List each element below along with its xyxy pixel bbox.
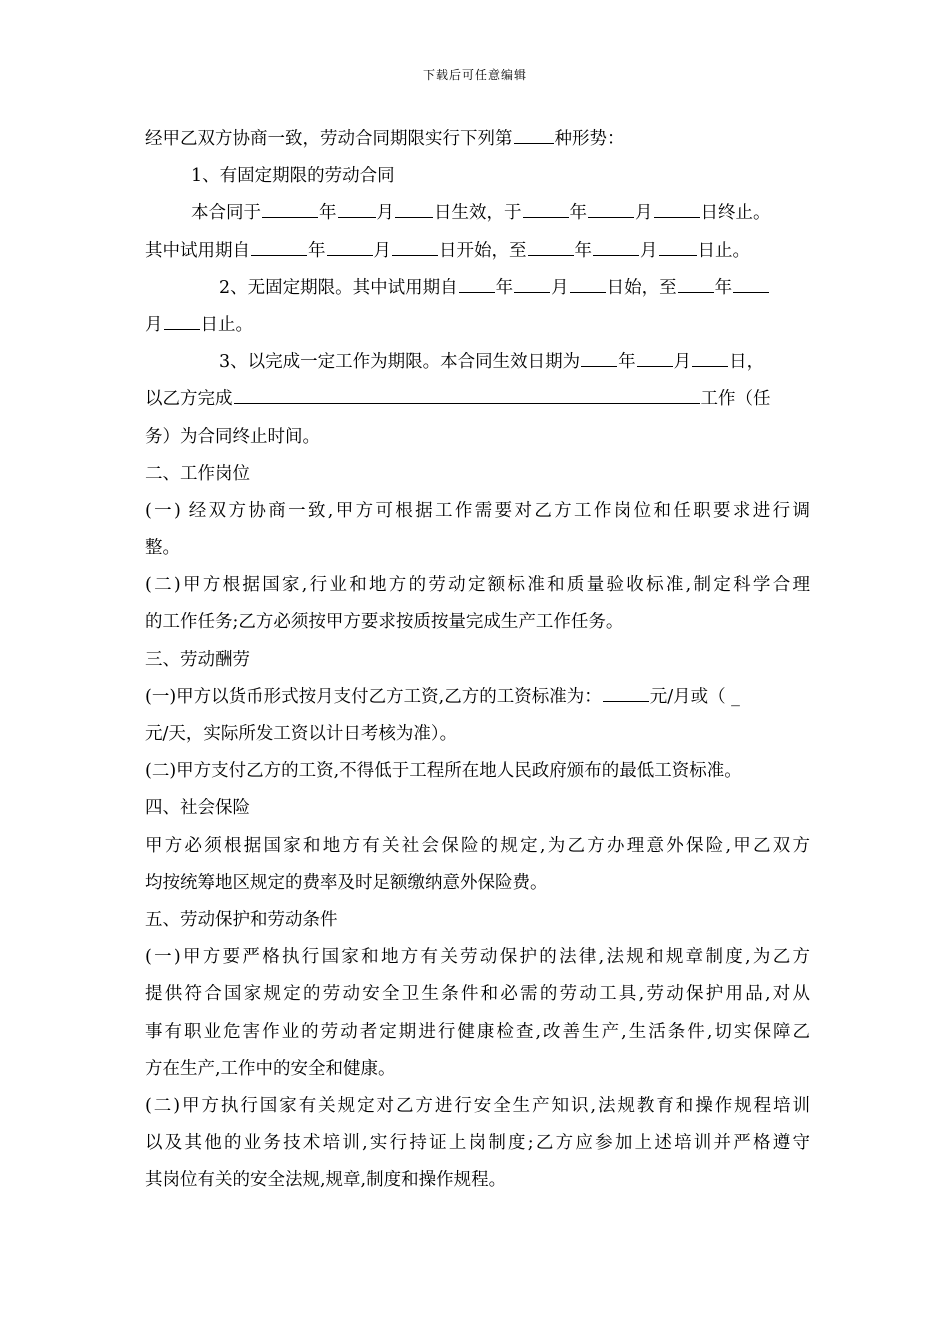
probation-dates: 其中试用期自 年 月 日开始，至 年 月 日止。 — [145, 233, 810, 270]
section-heading: 五、劳动保护和劳动条件 — [145, 909, 338, 930]
blank-field[interactable] — [338, 195, 376, 218]
blank-field[interactable] — [234, 381, 700, 404]
term-option-2-end: 月 日止。 — [145, 307, 810, 344]
paragraph-line: 均按统筹地区规定的费率及时足额缴纳意外保险费。 — [145, 872, 548, 893]
blank-field[interactable] — [570, 270, 606, 293]
blank-field[interactable] — [603, 679, 649, 702]
paragraph-line: 元/天，实际所发工资以计日考核为准）。 — [145, 724, 458, 744]
blank-field[interactable] — [514, 121, 554, 144]
blank-field[interactable] — [262, 195, 318, 218]
blank-field[interactable] — [678, 270, 714, 293]
blank-field[interactable] — [692, 344, 728, 367]
blank-field[interactable] — [528, 233, 574, 256]
section-heading: 四、社会保险 — [145, 798, 250, 819]
blank-field[interactable] — [164, 307, 200, 330]
blank-field[interactable] — [733, 270, 769, 293]
blank-field[interactable] — [514, 270, 550, 293]
contract-term-intro: 经甲乙双方协商一致，劳动合同期限实行下列第 种形势： — [145, 121, 810, 158]
term-option-1: 1、有固定期限的劳动合同 — [191, 166, 395, 187]
blank-field[interactable] — [581, 344, 617, 367]
section-heading: 三、劳动酬劳 — [145, 649, 250, 670]
blank-field[interactable] — [327, 233, 373, 256]
blank-field[interactable] — [654, 195, 700, 218]
blank-field[interactable] — [523, 195, 569, 218]
paragraph-line: 事有职业危害作业的劳动者定期进行健康检查,改善生产,生活条件,切实保障乙 — [145, 1021, 810, 1042]
paragraph-line: 的工作任务;乙方必须按甲方要求按质按量完成生产工作任务。 — [145, 612, 624, 633]
blank-field[interactable] — [251, 233, 307, 256]
page-header: 下载后可任意编辑 — [422, 68, 527, 82]
paragraph-line: (一)甲方要严格执行国家和地方有关劳动保护的法律,法规和规章制度,为乙方 — [145, 947, 810, 968]
blank-field[interactable] — [392, 233, 438, 256]
paragraph-line: (二)甲方执行国家有关规定对乙方进行安全生产知识,法规教育和操作规程培训 — [145, 1095, 810, 1116]
section-heading: 二、工作岗位 — [145, 463, 250, 484]
paragraph-line: 其岗位有关的安全法规,规章,制度和操作规程。 — [145, 1170, 507, 1191]
blank-field[interactable] — [588, 195, 634, 218]
blank-field[interactable] — [395, 195, 433, 218]
paragraph-line: 甲方必须根据国家和地方有关社会保险的规定,为乙方办理意外保险,甲乙双方 — [145, 835, 810, 856]
wage-standard: (一)甲方以货币形式按月支付乙方工资,乙方的工资标准为： 元/月或（ _ — [145, 679, 810, 716]
contract-body — [145, 121, 810, 1199]
paragraph-line: 提供符合国家规定的劳动安全卫生条件和必需的劳动工具,劳动保护用品,对从 — [145, 984, 810, 1005]
task-completion: 以乙方完成 工作（任 — [145, 381, 810, 418]
paragraph-line: 方在生产,工作中的安全和健康。 — [145, 1058, 396, 1079]
fixed-term-dates: 本合同于 年 月 日生效，于 年 月 日终止。 — [145, 195, 810, 232]
blank-field[interactable] — [637, 344, 673, 367]
paragraph-line: (二)甲方支付乙方的工资,不得低于工程所在地人民政府颁布的最低工资标准。 — [145, 761, 742, 782]
paragraph-line: 整。 — [145, 538, 180, 559]
paragraph-line: (一) 经双方协商一致,甲方可根据工作需要对乙方工作岗位和任职要求进行调 — [145, 500, 810, 521]
blank-field[interactable] — [593, 233, 639, 256]
term-option-3: 3、以完成一定工作为期限。本合同生效日期为 年 月 日， — [145, 344, 810, 381]
paragraph-line: (二)甲方根据国家,行业和地方的劳动定额标准和质量验收标准,制定科学合理 — [145, 575, 810, 596]
task-completion-end: 务）为合同终止时间。 — [145, 426, 320, 447]
blank-field[interactable] — [459, 270, 495, 293]
blank-field[interactable] — [659, 233, 697, 256]
term-option-2: 2、无固定期限。其中试用期自 年 月 日始，至 年 — [145, 270, 810, 307]
paragraph-line: 以及其他的业务技术培训,实行持证上岗制度;乙方应参加上述培训并严格遵守 — [145, 1133, 810, 1154]
